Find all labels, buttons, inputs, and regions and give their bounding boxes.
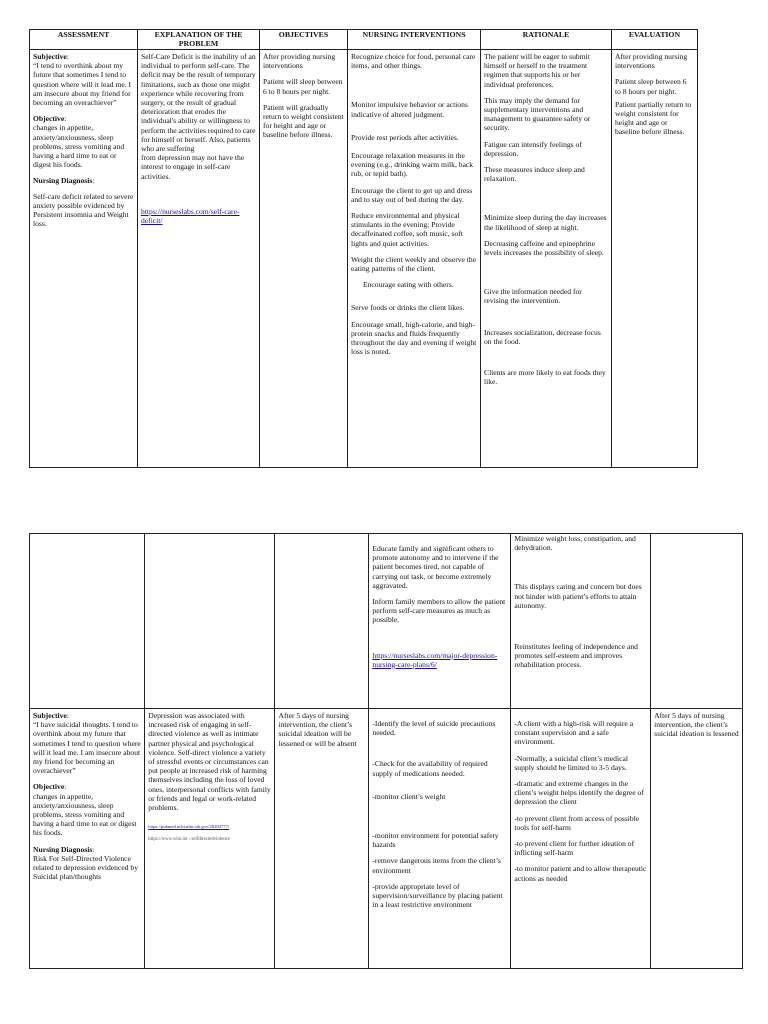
header-explanation: EXPLANATION OF THE PROBLEM	[138, 30, 260, 50]
intervention-item: -provide appropriate level of supervision/surveillance by placing patient in a least restrictive environment	[372, 881, 503, 910]
table-row	[30, 534, 743, 709]
table-row	[30, 709, 743, 969]
rationale-item: Reinstitutes feeling of independence and promotes self-esteem and improves rehabilitation process.	[514, 642, 638, 670]
intervention-item: Monitor impulsive behavior or actions indicative of altered judgment.	[351, 100, 468, 119]
objectives-cell	[275, 534, 369, 709]
intervention-item: -monitor client’s weight	[372, 791, 446, 801]
objectives-cell	[275, 709, 369, 969]
diagnosis-label: Nursing Diagnosis	[33, 844, 93, 854]
explanation-text-2: from depression may not have the interest to engage in self-care activities.	[141, 153, 245, 181]
intervention-item: -remove dangerous items from the client’s environment	[372, 856, 501, 875]
reference-link-2[interactable]: https://www.who.int › selfdirectedviolence	[148, 836, 231, 842]
reference-link[interactable]: https://pubmed.ncbi.nlm.nih.gov/28284777/	[148, 824, 230, 830]
intervention-item: Encourage relaxation measures in the evening (e.g., drinking warm milk, back rub, or tepid bath).	[351, 151, 474, 179]
evaluation-cell	[651, 709, 743, 969]
rationale-item: Minimize weight loss, constipation, and dehydration.	[514, 534, 636, 553]
intervention-item: Reduce environmental and physical stimulants in the evening; Provide decaffeinated coffee, soft music, soft lights and quiet activities.	[351, 211, 463, 248]
diagnosis-label: Nursing Diagnosis	[33, 176, 93, 186]
intervention-item: Educate family and significant others to promote autonomy and to intervene if the patient becomes tired, not capable of carrying out task, or become extremely aggravated.	[372, 544, 499, 590]
rationale-item: Clients are more likely to eat foods they like.	[484, 368, 606, 387]
interventions-cell	[369, 709, 511, 969]
evaluation-cell	[651, 534, 743, 709]
diagnosis-text: Self-care deficit related to severe anxiety possible evidenced by Persistent insomnia and Weight loss.	[33, 191, 134, 229]
diagnosis-text: Risk For Self-Directed Violence related to depression evidenced by Suicidal plan/thoughts	[33, 853, 139, 882]
objective-text: changes in appetite, anxiety/anxiousness, sleep problems, stress vomiting and having a hard time to eat or digest his foods.	[33, 123, 125, 170]
rationale-item: The patient will be eager to submit himself or herself to the treatment regimen that supports his or her individual preferences.	[484, 52, 590, 89]
subjective-text: “I have suicidal thoughts. I tend to overthink about my future that sometimes I tend to question where will it lead me. I am insecure about my friend for becoming an overachiever”	[33, 720, 141, 776]
rationale-item: These measures induce sleep and relaxation.	[484, 165, 585, 184]
intervention-item: Weight the client weekly and observe the eating patterns of the client.	[351, 254, 477, 274]
rationale-cell	[511, 709, 651, 969]
rationale-item: -to prevent client for further ideation of inflicting self-harm	[514, 839, 635, 858]
intervention-item: Provide rest periods after activities.	[351, 132, 459, 142]
table-row	[30, 50, 698, 468]
explanation-cell	[145, 709, 275, 969]
rationale-item: -dramatic and extreme changes in the client’s weight helps identify the degree of depression the client	[514, 779, 644, 807]
rationale-item: Minimize sleep during the day increases the likelihood of sleep at night.	[484, 213, 607, 232]
intervention-item: -Check for the availability of required supply of medications needed.	[372, 759, 488, 778]
rationale-item: -to prevent client from access of possible tools for self-harm	[514, 813, 640, 832]
objective-item: Patient will gradually return to weight consistent for height and age or baseline before illness.	[263, 102, 344, 140]
assessment-cell	[30, 534, 145, 709]
interventions-cell	[369, 534, 511, 709]
evaluation-item: Patient partially return to weight consistent for height and age or baseline before illness.	[615, 99, 692, 137]
rationale-item: -A client with a high-risk will require a constant supervision and a safe environment.	[514, 719, 634, 747]
explanation-cell	[138, 50, 260, 468]
subjective-label: Subjective	[33, 711, 67, 720]
objectives-cell	[260, 50, 348, 468]
header-evaluation: EVALUATION	[612, 30, 698, 50]
evaluation-text: After 5 days of nursing intervention, the client’s suicidal ideation is lessened	[654, 711, 739, 739]
rationale-item: Decreasing caffeine and epinephrine levels increases the possibility of sleep.	[484, 238, 604, 258]
evaluation-cell	[612, 50, 698, 468]
subjective-label: Subjective	[33, 52, 67, 61]
objective-label: Objective	[33, 782, 65, 792]
intervention-item: Inform family members to allow the patient perform self-care measures as much as possible.	[372, 597, 506, 625]
assessment-cell: Subjective: “I have suicidal thoughts. I tend to overthink about my future that sometimes I tend to question where will it lead me. I am insecure about my friend for becoming an overachiever” Objective: changes in appetite, anxiety/anxiousness, sleep problems, stress vomiting and having a hard time to eat or digest his foods. Nursing Diagnosis: Risk For Self-Directed Violence related to depression evidenced by Suicidal plan/thoughts	[30, 709, 145, 969]
objective-label: Objective	[33, 114, 65, 124]
intervention-item: Recognize choice for food, personal care items, and other things.	[351, 52, 476, 71]
intervention-item: Encourage the client to get up and dress and to stay out of bed during the day.	[351, 185, 473, 204]
objective-item: After providing nursing interventions	[263, 52, 336, 71]
intervention-item: Encourage eating with others.	[363, 280, 454, 290]
objective-item: Patient will sleep between 6 to 8 hours per night.	[263, 77, 343, 96]
header-row	[30, 30, 698, 50]
header-assessment: ASSESSMENT	[30, 30, 138, 50]
care-plan-table-1	[29, 29, 698, 468]
reference-link[interactable]: https://nurseslabs.com/self-care-deficit/	[141, 206, 240, 226]
care-plan-table-2	[29, 533, 743, 969]
rationale-item: Fatigue can intensify feelings of depression.	[484, 139, 582, 158]
rationale-item: This displays caring and concern but does not hinder with patient’s efforts to attain autonomy.	[514, 582, 642, 610]
subjective-text: “I tend to overthink about my future that sometimes I tend to question where will it lead me. I am insecure about my friend for becoming an overachiever”	[33, 61, 132, 108]
header-interventions: NURSING INTERVENTIONS	[348, 30, 481, 50]
explanation-text: Depression was associated with increased risk of engaging in self-directed violence as well as intimate partner physical and psychological violence. Self-direct violence a variety of stressful events or circumstances can put people at increased risk of harming themselves including the loss of loved ones, interpersonal conflicts with family or friends and legal or work-related problems.	[148, 711, 271, 813]
evaluation-item: After providing nursing interventions	[615, 52, 688, 71]
header-objectives: OBJECTIVES	[260, 30, 348, 50]
evaluation-item: Patient sleep between 6 to 8 hours per night.	[615, 77, 687, 96]
objective-text: After 5 days of nursing intervention, the client’s suicidal ideation will be lessened or will be absent	[278, 711, 357, 748]
interventions-cell	[348, 50, 481, 468]
intervention-item: Encourage small, high-calorie, and high-protein snacks and fluids frequently throughout the day and evening if weight loss is noted.	[351, 319, 477, 357]
assessment-cell: Subjective: “I tend to overthink about my future that sometimes I tend to question where will it lead me. I am insecure about my friend for becoming an overachiever” Objective: changes in appetite, anxiety/anxiousness, sleep problems, stress vomiting and having a hard time to eat or digest his foods. Nursing Diagnosis: Self-care deficit related to severe anxiety possible evidenced by Persistent insomnia and Weight loss.	[30, 50, 138, 468]
rationale-item: -Normally, a suicidal client’s medical supply should be limited to 3-5 days.	[514, 753, 628, 772]
rationale-cell	[511, 534, 651, 709]
header-rationale: RATIONALE	[481, 30, 612, 50]
rationale-item: Give the information needed for revising the intervention.	[484, 287, 582, 306]
intervention-item: -monitor environment for potential safety hazards	[372, 831, 499, 850]
objective-text: changes in appetite, anxiety/anxiousness, sleep problems, stress vomiting and having a hard time to eat or digest his foods.	[33, 791, 137, 838]
rationale-item: -to monitor patient and to allow therapeutic actions as needed	[514, 864, 647, 883]
rationale-item: This may imply the demand for supplementary interventions and management to guarantee safety or security.	[484, 95, 591, 133]
reference-link[interactable]: https://nurseslabs.com/major-depression-nursing-care-plans/6/	[372, 650, 498, 669]
rationale-cell	[481, 50, 612, 468]
intervention-item: Serve foods or drinks the client likes.	[351, 303, 465, 313]
intervention-item: -Identify the level of suicide precautions needed.	[372, 719, 496, 738]
explanation-cell	[145, 534, 275, 709]
rationale-item: Increases socialization, decrease focus on the food.	[484, 327, 601, 346]
explanation-text-1: Self-Care Deficit is the inability of an individual to perform self-care. The deficit may be the result of temporary limitations, such as those one might experience while recovering from surgery, or the result of gradual deterioration that erodes the individual's ability or willingness to perform the activities required to care for himself or herself. Also, patients who are suffering	[141, 52, 256, 154]
